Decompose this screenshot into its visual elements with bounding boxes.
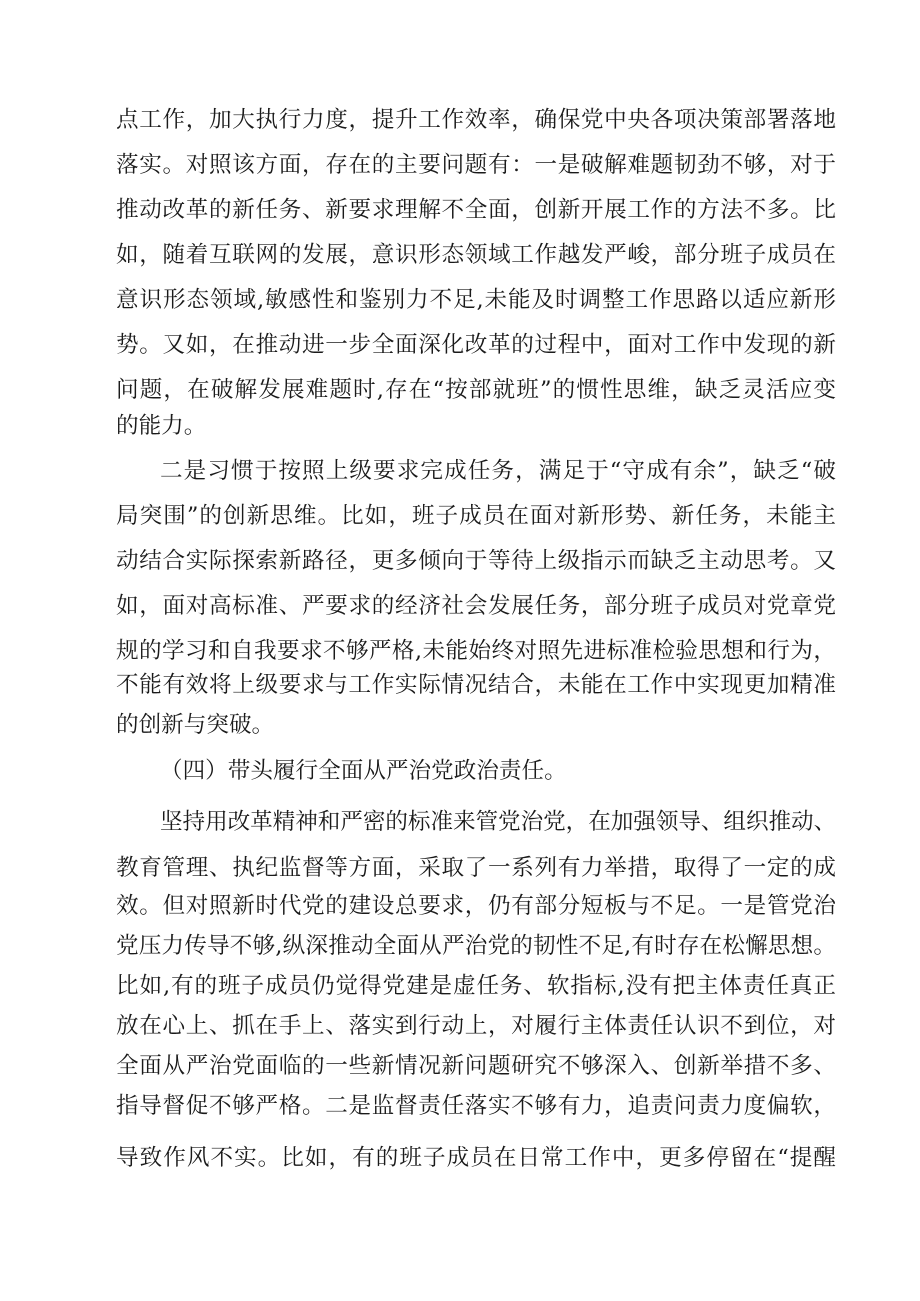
section-heading: （四）带头履行全面从严治党政治责任。	[160, 758, 567, 784]
text-line: 如，随着互联网的发展，意识形态领域工作越发严峻，部分班子成员在	[116, 242, 836, 268]
text-line: 比如,有的班子成员仍觉得党建是虚任务、软指标,没有把主体责任真正	[116, 973, 836, 999]
text-line: 问题，在破解发展难题时,存在“按部就班”的惯性思维，缺乏灵活应变	[116, 377, 836, 403]
text-line: 局突围”的创新思维。比如，班子成员在面对新形势、新任务，未能主	[116, 503, 836, 529]
text-line: 的创新与突破。	[116, 712, 275, 738]
text-line: 放在心上、抓在手上、落实到行动上，对履行主体责任认识不到位，对	[116, 1013, 836, 1039]
text-line: 导致作风不实。比如，有的班子成员在日常工作中，更多停留在“提醒	[116, 1145, 836, 1171]
text-line: 不能有效将上级要求与工作实际情况结合，未能在工作中实现更加精准	[116, 672, 836, 698]
text-line: 推动改革的新任务、新要求理解不全面，创新开展工作的方法不多。比	[116, 197, 836, 223]
text-line: 教育管理、执纪监督等方面，采取了一系列有力举措，取得了一定的成	[116, 855, 836, 881]
text-line: 全面从严治党面临的一些新情况新问题研究不够深入、创新举措不多、	[116, 1053, 836, 1079]
text-line: 指导督促不够严格。二是监督责任落实不够有力，追责问责力度偏软，	[116, 1093, 836, 1119]
paragraph-first-line: 坚持用改革精神和严密的标准来管党治党，在加强领导、组织推动、	[160, 809, 836, 835]
text-line: 规的学习和自我要求不够严格,未能始终对照先进标准检验思想和行为，	[116, 638, 836, 664]
text-line: 动结合实际探索新路径，更多倾向于等待上级指示而缺乏主动思考。又	[116, 548, 836, 574]
text-line: 的能力。	[116, 413, 207, 439]
text-line: 势。又如，在推动进一步全面深化改革的过程中，面对工作中发现的新	[116, 332, 836, 358]
paragraph-first-line: 二是习惯于按照上级要求完成任务，满足于“守成有余”，缺乏“破	[160, 458, 836, 484]
text-line: 党压力传导不够,纵深推动全面从严治党的韧性不足,有时存在松懈思想。	[116, 933, 836, 959]
text-line: 效。但对照新时代党的建设总要求，仍有部分短板与不足。一是管党治	[116, 893, 836, 919]
text-line: 意识形态领域,敏感性和鉴别力不足,未能及时调整工作思路以适应新形	[116, 287, 836, 313]
text-line: 落实。对照该方面，存在的主要问题有：一是破解难题韧劲不够，对于	[116, 152, 836, 178]
text-line: 如，面对高标准、严要求的经济社会发展任务，部分班子成员对党章党	[116, 593, 836, 619]
text-line: 点工作，加大执行力度，提升工作效率，确保党中央各项决策部署落地	[116, 107, 836, 133]
